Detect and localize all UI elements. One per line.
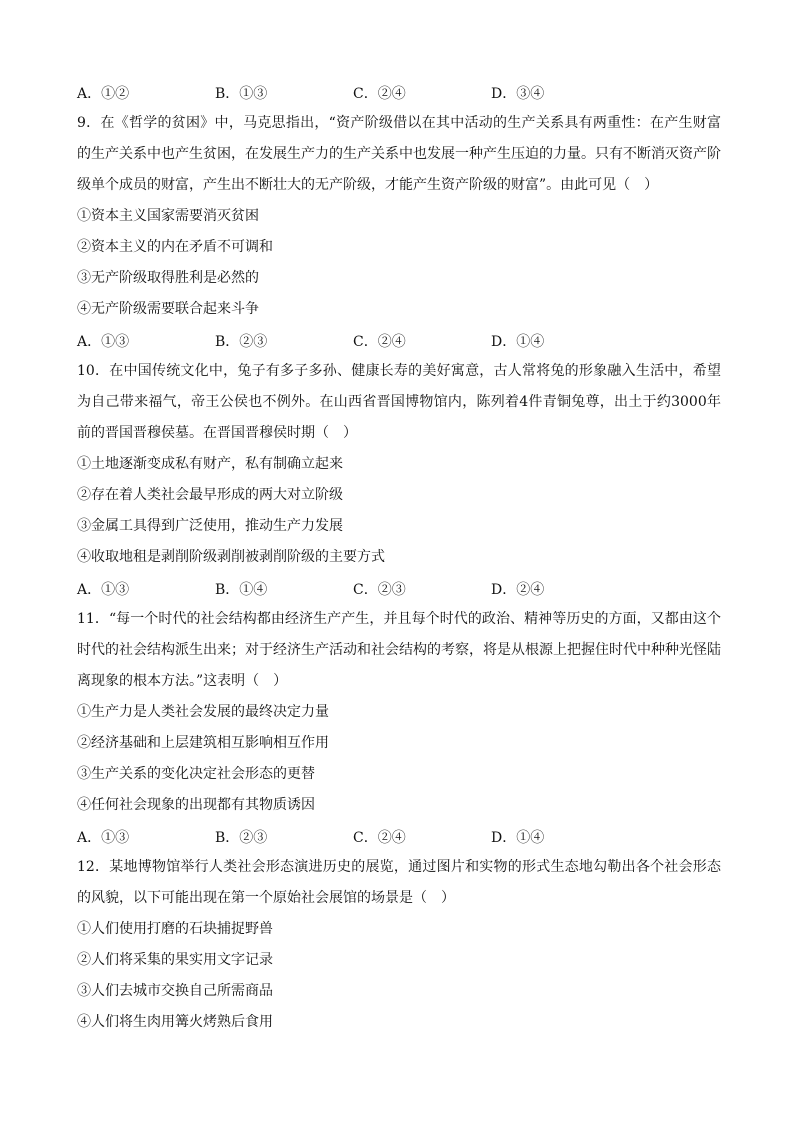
q8-option-a: A．①② [77, 85, 130, 102]
question-12 [77, 852, 721, 1038]
q10-option-a: A．①③ [77, 581, 130, 598]
q9-choice-2: ②资本主义的内在矛盾不可调和 [77, 239, 273, 255]
q11-choice-2: ②经济基础和上层建筑相互影响相互作用 [77, 735, 329, 751]
q10-choice-3: ③金属工具得到广泛使用，推动生产力发展 [77, 518, 343, 534]
q12-choice-4: ④人们将生肉用篝火烤熟后食用 [77, 1014, 273, 1030]
q10-option-c: C．②③ [353, 581, 406, 598]
q10-choice-4: ④收取地租是剥削阶级剥削被剥削阶级的主要方式 [77, 549, 385, 565]
q11-option-d: D．①④ [491, 829, 545, 846]
q11-option-c: C．②④ [353, 829, 406, 846]
q8-option-d: D．③④ [491, 85, 545, 102]
q9-option-d: D．①④ [491, 333, 545, 350]
q10-options [77, 573, 721, 604]
q11-options [77, 821, 721, 852]
q9-options [77, 325, 721, 356]
q10-option-b: B．①④ [215, 581, 268, 598]
q9-stem: 9．在《哲学的贫困》中，马克思指出，“资产阶级借以在其中活动的生产关系具有两重性：在产生财富的生产关系中也产生贫困，在发展生产力的生产关系中也发展一种产生压迫的力量。只有不断消灭资产阶级单个成员的财富，产生出不断壮大的无产阶级，才能产生资产阶级的财富”。由此可见（ ） [77, 115, 721, 193]
q12-stem: 12．某地博物馆举行人类社会形态演进历史的展览，通过图片和实物的形式生态地勾勒出各个社会形态的风貌，以下可能出现在第一个原始社会展馆的场景是（ ） [77, 859, 721, 906]
q8-option-c: C．②④ [353, 85, 406, 102]
question-9 [77, 108, 721, 356]
q11-option-a: A．①③ [77, 829, 130, 846]
q8-options [77, 77, 721, 108]
q11-stem: 11．“每一个时代的社会结构都由经济生产产生，并且每个时代的政治、精神等历史的方面，又都由这个时代的社会结构派生出来；对于经济生产活动和社会结构的考察，将是从根源上把握住时代中种种光怪陆离现象的根本方法。”这表明（ ） [77, 611, 721, 689]
question-11 [77, 604, 721, 852]
q11-option-b: B．②③ [215, 829, 268, 846]
q11-choice-3: ③生产关系的变化决定社会形态的更替 [77, 766, 315, 782]
q10-stem: 10．在中国传统文化中，兔子有多子多孙、健康长寿的美好寓意，古人常将兔的形象融入生活中，希望为自己带来福气，帝王公侯也不例外。在山西省晋国博物馆内，陈列着4件青铜兔尊，出土于约3000年前的晋国晋穆侯墓。在晋国晋穆侯时期（ ） [77, 363, 721, 441]
question-10 [77, 356, 721, 604]
q12-choice-1: ①人们使用打磨的石块捕捉野兽 [77, 921, 273, 937]
q12-choice-2: ②人们将采集的果实用文字记录 [77, 952, 273, 968]
q11-choice-4: ④任何社会现象的出现都有其物质诱因 [77, 797, 315, 813]
q9-choice-4: ④无产阶级需要联合起来斗争 [77, 301, 259, 317]
q11-choice-1: ①生产力是人类社会发展的最终决定力量 [77, 704, 329, 720]
q12-choice-3: ③人们去城市交换自己所需商品 [77, 983, 273, 999]
q9-option-a: A．①③ [77, 333, 130, 350]
q10-choice-1: ①土地逐渐变成私有财产，私有制确立起来 [77, 456, 343, 472]
q8-option-b: B．①③ [215, 85, 268, 102]
q9-option-b: B．②③ [215, 333, 268, 350]
q9-option-c: C．②④ [353, 333, 406, 350]
q9-choice-1: ①资本主义国家需要消灭贫困 [77, 208, 259, 224]
q10-choice-2: ②存在着人类社会最早形成的两大对立阶级 [77, 487, 343, 503]
q10-option-d: D．②④ [491, 581, 545, 598]
q9-choice-3: ③无产阶级取得胜利是必然的 [77, 270, 259, 286]
exam-page [77, 77, 721, 1038]
